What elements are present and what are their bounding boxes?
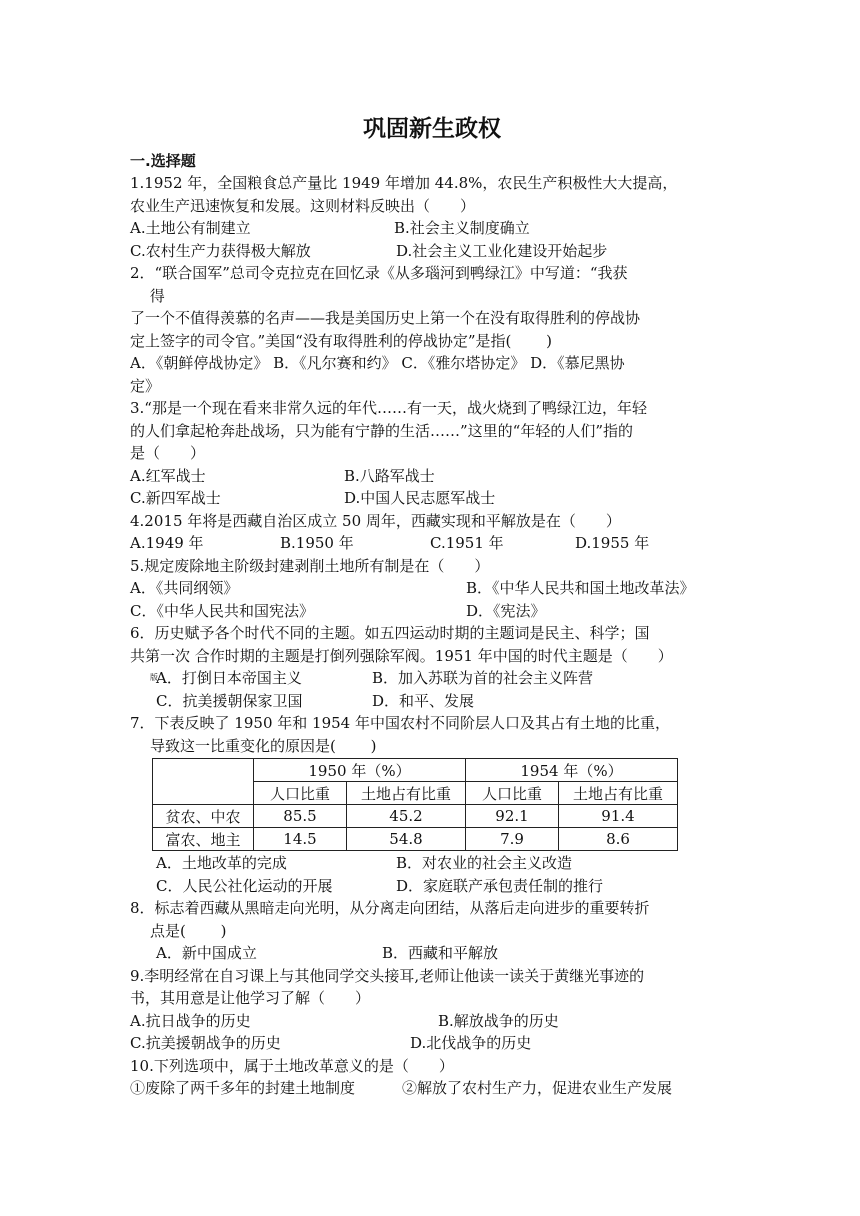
question-6-stem-line-1: 6．历史赋予各个时代不同的主题。如五四运动时期的主题词是民主、科学；国 [130,624,650,642]
question-3-option-c: C.新四军战士 [130,489,221,507]
question-7 [130,712,734,897]
question-2-options: A．《朝鲜停战协定》 B．《凡尔赛和约》 C．《雅尔塔协定》 D．《慕尼黑协 [130,354,625,372]
table-cell: 14.5 [254,828,347,851]
question-4-option-a: A.1949 年 [130,534,204,552]
question-8-option-b: B．西藏和平解放 [382,944,499,962]
question-8-stem-line-2: 点是( ) [150,921,227,940]
question-1-option-a: A.土地公有制建立 [130,219,251,237]
question-1-stem-line-2: 农业生产迅速恢复和发展。这则材料反映出（ ） [130,196,476,215]
document-page [130,108,734,1100]
table-row-label: 富农、地主 [153,828,254,851]
question-10 [130,1055,734,1100]
table-cell: 7.9 [466,828,559,851]
question-9-option-b: B.解放战争的历史 [438,1011,559,1030]
question-1-stem-line-1: 1.1952 年，全国粮食总产量比 1949 年增加 44.8%，农民生产积极性大大提高， [130,174,678,192]
table-cell: 54.8 [347,828,466,851]
question-3-option-d: D.中国人民志愿军战士 [344,489,496,507]
table-cell: 8.6 [559,828,678,851]
question-3-stem-line-2: 的人们拿起枪奔赴战场，只为能有宁静的生活……”这里的“年轻的人们”指的 [130,421,634,440]
question-1-option-d: D.社会主义工业化建设开始起步 [396,241,608,260]
table-col-land-1954: 土地占有比重 [559,782,678,805]
question-7-option-b: B．对农业的社会主义改造 [396,854,573,872]
question-1 [130,172,734,262]
question-5 [130,555,734,623]
page-title: 巩固新生政权 [363,116,501,142]
question-3 [130,397,734,510]
table-cell: 91.4 [559,805,678,828]
table-row [153,805,678,828]
question-7-stem-line-1: 7．下表反映了 1950 年和 1954 年中国农村不同阶层人口及其占有土地的比重， [130,714,670,732]
question-7-option-c: C．人民公社化运动的开展 [156,876,333,895]
question-5-option-c: C．《中华人民共和国宪法》 [130,601,314,620]
question-9-option-a: A.抗日战争的历史 [130,1011,251,1030]
question-9-stem-line-1: 9.李明经常在自习课上与其他同学交头接耳,老师让他读一读关于黄继光事迹的 [130,966,645,985]
question-6-stem-line-2: 共第一次 合作时期的主题是打倒列强除军阀。1951 年中国的时代主题是（ ） [130,646,673,665]
question-10-item-1: ①废除了两千多年的封建土地制度 [130,1079,356,1097]
question-9 [130,965,734,1055]
question-4-option-b: B.1950 年 [280,534,354,552]
question-2-stem-line-1: 2．“联合国军”总司令克拉克在回忆录《从多瑙河到鸭绿江》中写道：“我获 [130,264,628,282]
question-6 [130,622,734,712]
question-9-stem-line-2: 书，其用意是让他学习了解（ ） [130,989,371,1007]
question-3-stem-line-1: 3.“那是一个现在看来非常久远的年代……有一天，战火烧到了鸭绿江边，年轻 [130,399,647,417]
question-8 [130,897,734,965]
question-7-stem-line-2: 导致这一比重变化的原因是( ) [150,736,377,755]
table-col-land-1950: 土地占有比重 [347,782,466,805]
question-6-option-a: A．打倒日本帝国主义 [156,669,302,687]
question-2 [130,262,734,397]
question-6-mark: 版 [150,673,158,682]
question-4-stem: 4.2015 年将是西藏自治区成立 50 周年，西藏实现和平解放是在（ ） [130,511,621,530]
table-row-label: 贫农、中农 [153,805,254,828]
question-4-option-c: C.1951 年 [430,534,504,552]
question-6-option-c: C．抗美援朝保家卫国 [156,691,303,710]
table-row [153,828,678,851]
section-heading: 一.选择题 [130,152,196,170]
question-10-item-2: ②解放了农村生产力，促进农业生产发展 [402,1079,673,1097]
question-7-option-a: A．土地改革的完成 [156,854,287,872]
question-5-option-a: A．《共同纲领》 [130,579,239,597]
table-cell: 92.1 [466,805,559,828]
table-corner-cell [153,759,254,805]
question-3-option-b: B.八路军战士 [344,466,435,485]
table-col-pop-1950: 人口比重 [254,782,347,805]
table-cell: 45.2 [347,805,466,828]
question-4-option-d: D.1955 年 [575,534,650,552]
question-6-option-b: B．加入苏联为首的社会主义阵营 [372,669,594,687]
table-header-1954: 1954 年（%） [466,759,678,782]
question-5-option-d: D．《宪法》 [466,601,546,620]
question-6-option-d: D．和平、发展 [372,691,475,710]
question-3-option-a: A.红军战士 [130,466,206,485]
question-2-stem-line-3: 定上签字的司令官。”美国“没有取得胜利的停战协定”是指( ) [130,331,552,350]
land-ratio-table [152,758,678,851]
question-8-option-a: A．新中国成立 [156,944,257,962]
table-cell: 85.5 [254,805,347,828]
question-8-stem-line-1: 8．标志着西藏从黑暗走向光明，从分离走向团结，从落后走向进步的重要转折 [130,899,650,917]
question-9-option-d: D.北伐战争的历史 [410,1034,532,1052]
question-5-option-b: B．《中华人民共和国土地改革法》 [466,579,695,597]
question-1-option-c: C.农村生产力获得极大解放 [130,241,311,260]
question-9-option-c: C.抗美援朝战争的历史 [130,1034,281,1052]
table-col-pop-1954: 人口比重 [466,782,559,805]
question-4 [130,510,734,555]
question-3-stem-line-3: 是（ ） [130,444,206,462]
table-header-1950: 1950 年（%） [254,759,466,782]
question-2-stem-line-2: 了一个不值得羡慕的名声——我是美国历史上第一个在没有取得胜利的停战协 [130,309,641,327]
question-5-stem: 5.规定废除地主阶级封建剥削土地所有制是在（ ） [130,556,490,575]
question-2-options-cont: 定》 [130,376,161,395]
question-2-stem-line-1b: 得 [130,286,165,305]
question-10-stem: 10.下列选项中，属于土地改革意义的是（ ） [130,1056,454,1075]
question-1-option-b: B.社会主义制度确立 [394,219,530,237]
question-7-option-d: D．家庭联产承包责任制的推行 [396,876,604,895]
